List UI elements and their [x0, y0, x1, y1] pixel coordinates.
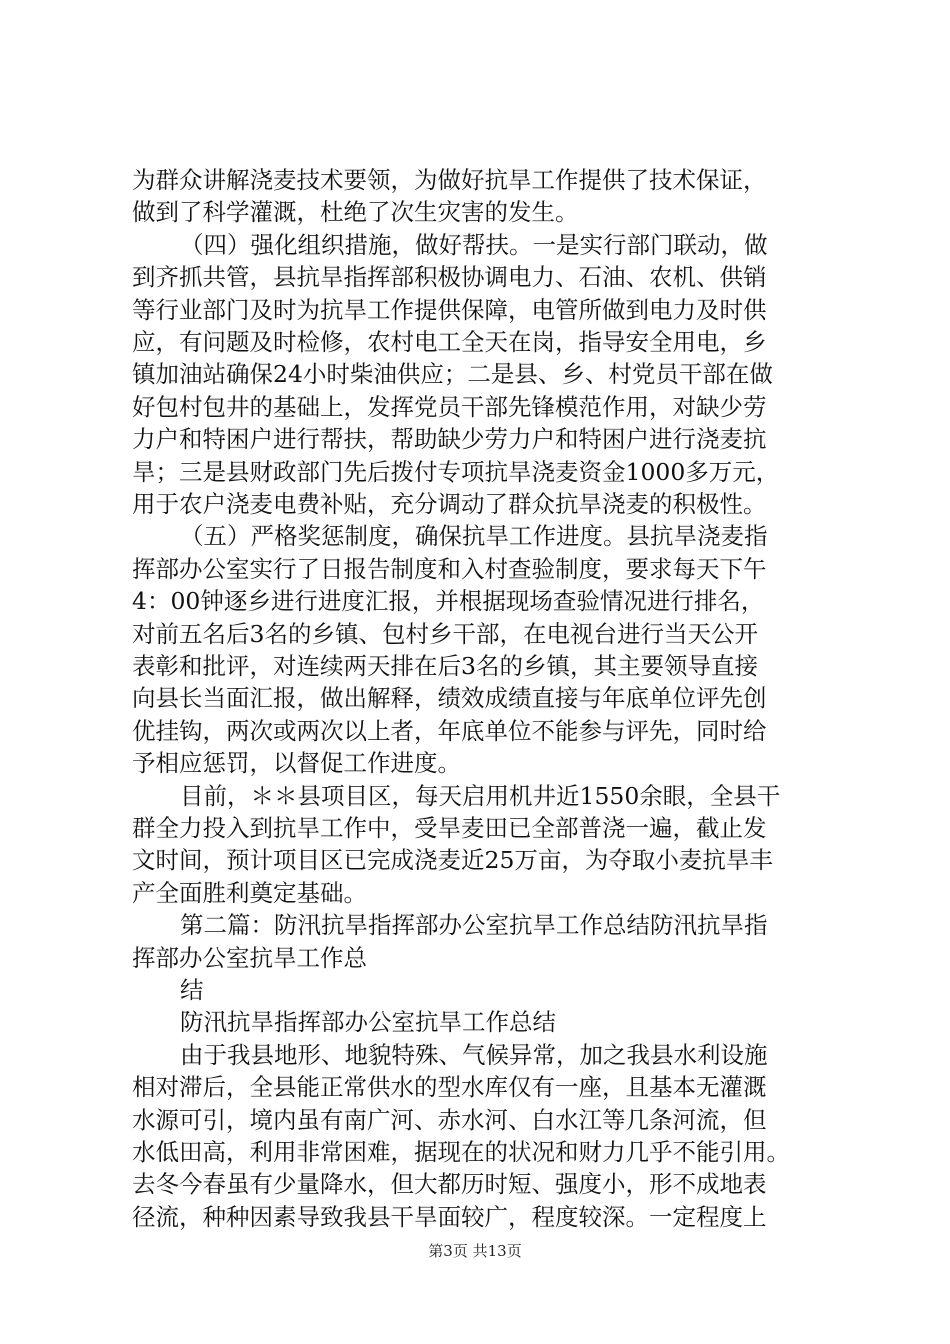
text-line: 对前五名后3名的乡镇、包村乡干部，在电视台进行当天公开: [132, 619, 758, 648]
text-line: 挥部办公室抗旱工作总: [132, 943, 367, 972]
text-line: 结: [180, 976, 204, 1004]
text-line: 为群众讲解浇麦技术要领，为做好抗旱工作提供了技术保证，: [132, 166, 767, 194]
text-line: 用于农户浇麦电费补贴，充分调动了群众抗旱浇麦的积极性。: [132, 490, 767, 518]
text-line: 相对滞后，全县能正常供水的型水库仅有一座，且基本无灌溉: [132, 1073, 767, 1102]
text-line: 镇加油站确保24小时柴油供应；二是县、乡、村党员干部在做: [132, 360, 773, 389]
text-line: 4：00钟逐乡进行进度汇报，并根据现场查验情况进行排名，: [132, 587, 765, 616]
text-line: （五）严格奖惩制度，确保抗旱工作进度。县抗旱浇麦指: [180, 522, 768, 551]
text-line: 由于我县地形、地貌特殊、气候异常，加之我县水利设施: [180, 1040, 768, 1069]
text-line: 表彰和批评，对连续两天排在后3名的乡镇，其主要领导直接: [132, 652, 758, 680]
text-line: 径流，种种因素导致我县干旱面较广，程度较深。一定程度上: [132, 1202, 767, 1231]
text-line: 目前，＊＊县项目区，每天启用机井近1550余眼，全县干: [180, 781, 781, 810]
text-line: 挥部办公室实行了日报告制度和入村查验制度，要求每天下午: [132, 554, 767, 583]
text-line: （四）强化组织措施，做好帮扶。一是实行部门联动，做: [180, 230, 768, 259]
text-line: 优挂钩，两次或两次以上者，年底单位不能参与评先，同时给: [132, 716, 767, 745]
text-line: 予相应惩罚，以督促工作进度。: [132, 749, 461, 778]
text-line: 水源可引，境内虽有南广河、赤水河、白水江等几条河流，但: [132, 1105, 767, 1134]
text-line: 好包村包井的基础上，发挥党员干部先锋模范作用，对缺少劳: [132, 392, 767, 421]
page-footer: 第3页 共13页: [428, 1242, 522, 1260]
text-line: 去冬今春虽有少量降水，但大都历时短、强度小，形不成地表: [132, 1170, 767, 1199]
text-line: 应，有问题及时检修，农村电工全天在岗，指导安全用电，乡: [132, 328, 767, 356]
text-line: 第二篇：防汛抗旱指挥部办公室抗旱工作总结防汛抗旱指: [180, 911, 768, 940]
text-line: 防汛抗旱指挥部办公室抗旱工作总结: [180, 1008, 556, 1037]
text-line: 群全力投入到抗旱工作中，受旱麦田已全部普浇一遍，截止发: [132, 814, 767, 842]
text-line: 等行业部门及时为抗旱工作提供保障，电管所做到电力及时供: [132, 295, 767, 324]
text-line: 产全面胜利奠定基础。: [132, 878, 367, 907]
text-line: 文时间，预计项目区已完成浇麦近25万亩，为夺取小麦抗旱丰: [132, 846, 773, 875]
text-line: 旱；三是县财政部门先后拨付专项抗旱浇麦资金1000多万元，: [132, 457, 780, 486]
text-line: 做到了科学灌溉，杜绝了次生灾害的发生。: [132, 198, 579, 227]
text-line: 水低田高，利用非常困难，据现在的状况和财力几乎不能引用。: [132, 1138, 790, 1166]
text-line: 力户和特困户进行帮扶，帮助缺少劳力户和特困户进行浇麦抗: [132, 425, 767, 454]
text-line: 到齐抓共管，县抗旱指挥部积极协调电力、石油、农机、供销: [132, 263, 767, 292]
text-line: 向县长当面汇报，做出解释，绩效成绩直接与年底单位评先创: [132, 684, 767, 713]
